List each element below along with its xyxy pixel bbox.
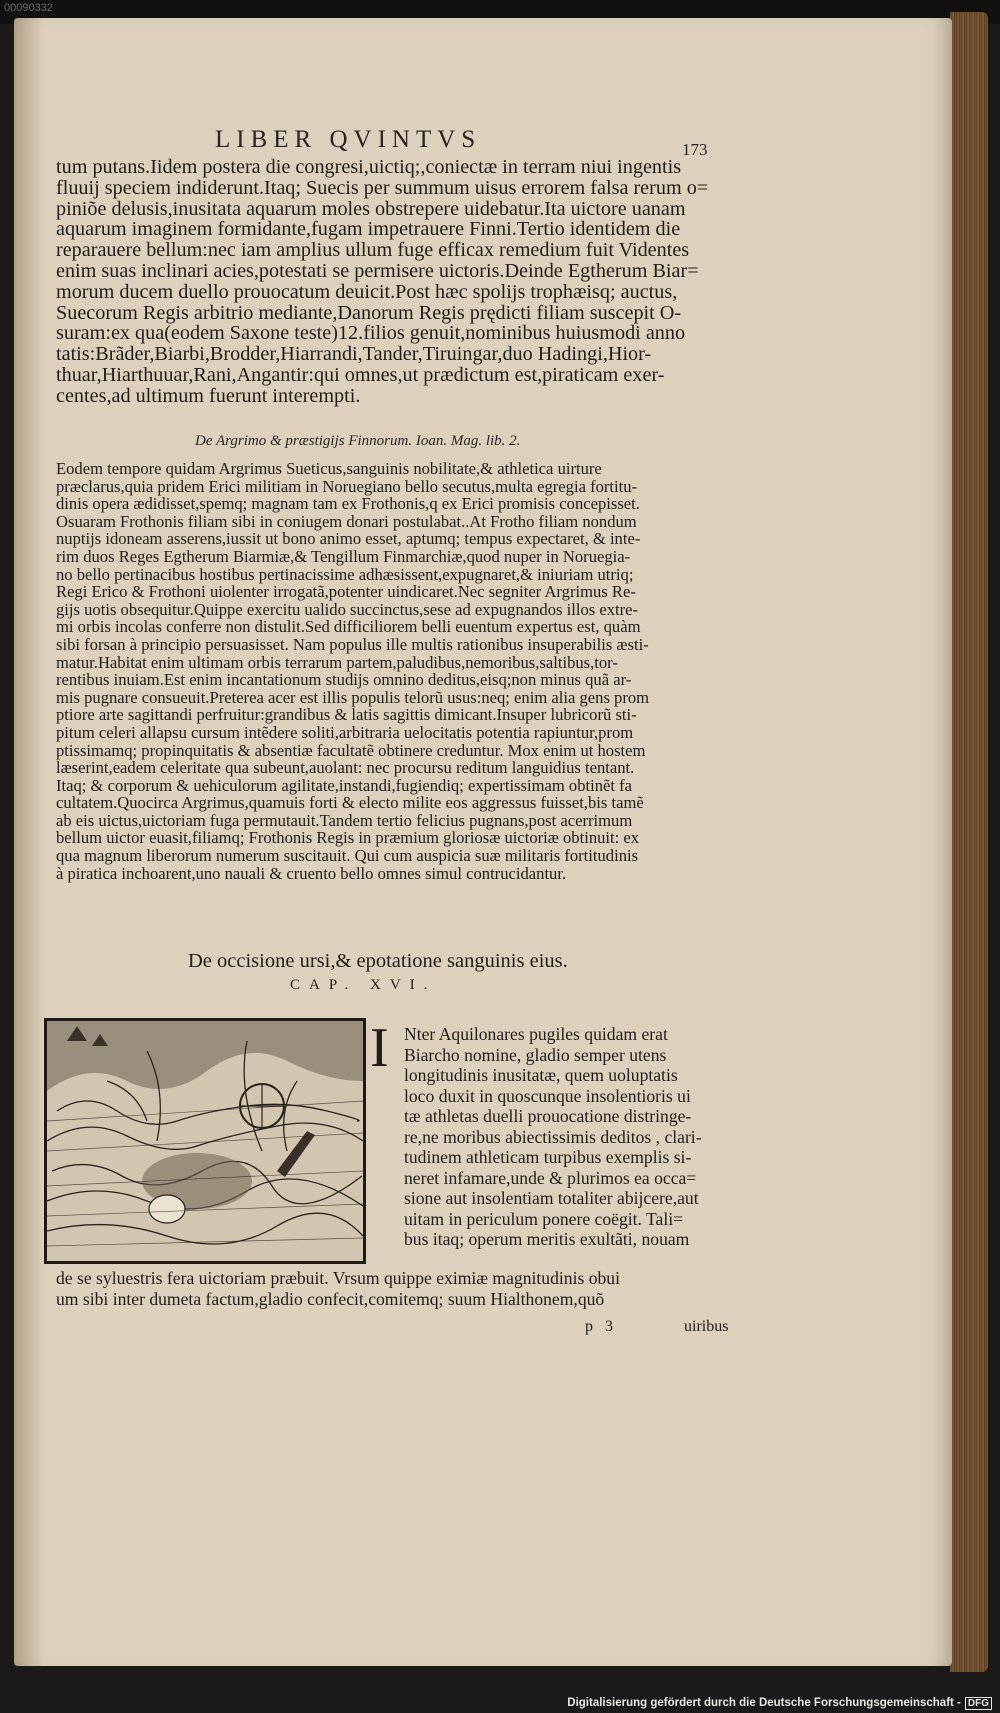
text-line: centes,ad ultimum fuerunt interempti. <box>56 384 361 407</box>
text-line: neret infamare,unde & plurimos ea occa= <box>404 1167 697 1188</box>
signature-mark: p 3 <box>585 1318 617 1335</box>
text-line: rim duos Reges Egtherum Biarmiæ,& Tengillum Finmarchiæ,quod nuper in Noruegia- <box>56 546 631 566</box>
text-line: bellum uictor euasit,filiamq; Frothonis Regis in præmium gloriosæ uictoriæ obtinuit: ex <box>56 828 640 848</box>
text-line: dinis opera ædidisset,spemq; magnam tam ex Frothonis,q ex Erici promisis concepisset. <box>56 494 640 514</box>
text-line: longitudinis inusitatæ, quem uoluptatis <box>404 1065 678 1085</box>
text-line: aquarum imaginem formidante,fugam impetrauere Finni.Tertio identidem die <box>56 218 681 241</box>
text-line: bus itaq; operum meritis exultãti, nouam <box>404 1229 690 1249</box>
chapter-number: CAP. XVI. <box>290 977 437 993</box>
text-line: tudinem athleticam turpibus exemplis si- <box>404 1147 692 1167</box>
text-line: præclarus,quia pridem Erici militiam in Noruegiano bello secutus,multa egregia fortitu- <box>56 476 638 496</box>
text-line: Osuaram Frothonis filiam sibi in coniugem donari postulabat..At Frotho filiam nondum <box>56 511 637 531</box>
text-line: læserint,eadem celeritate qua subeunt,auolant: nec procursu reditum languidius tentant. <box>56 758 635 778</box>
text-line: re,ne moribus abiectissimis deditos , clari- <box>404 1126 702 1147</box>
text-line: à piratica inchoarent,uno nauali & cruento bello omnes simul contrucidantur. <box>56 863 567 883</box>
text-line: de se syluestris fera uictoriam præbuit. Vrsum quippe eximiæ magnitudinis obui <box>56 1268 620 1288</box>
section-heading: De Argrimo & præstigijs Finnorum. Ioan. Mag. lib. 2. <box>195 433 521 449</box>
dfg-logo: DFG <box>965 1697 992 1710</box>
text-line: Eodem tempore quidam Argrimus Sueticus,sanguinis nobilitate,& athletica uirture <box>56 459 602 478</box>
text-line: uitam in periculum ponere coëgit. Tali= <box>404 1208 684 1229</box>
text-line: loco duxit in quoscunque insolentioris ui <box>404 1085 691 1106</box>
woodcut-bear-hunt-image <box>47 1021 363 1261</box>
text-line: thuar,Hiarthuuar,Rani,Angantir:qui omnes,ut prædictum est,piraticam exer- <box>56 363 665 386</box>
text-line: Suecorum Regis arbitrio mediante,Danorum Regis prędicti filiam suscepit O- <box>56 301 682 324</box>
page-gutter-shadow <box>14 18 44 1666</box>
text-line: nuptijs idoneam asserens,iussit ut bono animo esset, aptumq; tempus expectaret, & inte- <box>56 529 641 549</box>
text-line: Biarcho nomine, gladio semper utens <box>404 1044 667 1065</box>
text-line: Itaq; & corporum & uehiculorum agilitate,instandi,fugiendiq; expertissimam obtinẽt fa <box>56 775 633 795</box>
text-line: matur.Habitat enim ultimam orbis terrarum partem,paludibus,nemoribus,saltibus,tor- <box>56 652 618 672</box>
text-line: morum ducem duello prouocatum deuicit.Post hæc spolijs trophæisq; auctus, <box>56 280 678 303</box>
paragraph-1 <box>56 157 756 407</box>
text-line: sibi forsan à principio persuasisset. Nam populus ille multis rationibus insuperabilis æsti- <box>56 634 649 654</box>
scan-id: 00090332 <box>4 2 53 14</box>
text-line: enim suas inclinari acies,potestati se permisere uictoris.Deinde Egtherum Biar= <box>56 259 699 282</box>
text-line: reparauere bellum:nec iam amplius ullum fuge efficax remedium fuit Videntes <box>56 239 690 262</box>
running-title: LIBER QVINTVS <box>215 126 482 153</box>
text-line: suram:ex qua(eodem Saxone teste)12.filios genuit,nominibus huiusmodi anno <box>56 322 686 345</box>
text-line: tæ athletas duelli prouocatione distringe- <box>404 1106 692 1126</box>
text-line: no bello pertinacibus hostibus pertinacissime adhæsissent,expugnaret,& iniuriam utriq; <box>56 564 634 584</box>
text-line: mi orbis incolas conferre non distulit.Sed difficiliorem belli euentum expertus est, quàm <box>56 617 641 637</box>
text-line: mis pugnare consueuit.Preterea acer est illis populis telorũ usus:neq; enim alia gens prom <box>56 687 650 707</box>
footer-credit-text: Digitalisierung gefördert durch die Deutsche Forschungsgemeinschaft - <box>567 1697 961 1709</box>
text-line: gijs uotis obsequitur.Quippe exercitu ualido succinctus,sese ad expugnandos illos extre- <box>56 599 639 619</box>
text-line: um sibi inter dumeta factum,gladio confecit,comitemq; suum Hialthonem,quõ <box>56 1288 605 1309</box>
paragraph-3 <box>404 1024 749 1250</box>
folio-number: 173 <box>682 140 708 159</box>
text-line: Nter Aquilonares pugiles quidam erat <box>404 1024 668 1044</box>
drop-cap: I <box>370 1017 389 1079</box>
text-line: rentibus inuiam.Est enim incantationum studijs omnino deditus,eisq;non minus quã ar- <box>56 670 632 690</box>
catchword: uiribus <box>684 1318 729 1335</box>
text-line: fluuij speciem indiderunt.Itaq; Suecis per summum uisus errorem falsa rerum o= <box>56 176 709 199</box>
text-line: piniõe delusis,inusitata aquarum moles obstrepere uidebatur.Ita uictore uanam <box>56 197 686 220</box>
paragraph-4 <box>56 1268 756 1309</box>
text-line: pitum celeri allapsu cursum intẽdere soliti,arbitraria uelocitatis potentia rapiuntur,prom <box>56 722 634 742</box>
paragraph-2 <box>56 460 761 882</box>
text-line: ptiore arte sagittandi perfruitur:grandibus & latis sagittis dimicant.Insuper lubricorũ sti- <box>56 705 637 725</box>
chapter-title: De occisione ursi,& epotatione sanguinis eius. <box>188 950 568 972</box>
woodcut-illustration <box>44 1018 366 1264</box>
text-line: sione aut insolentiam totaliter abijcere,aut <box>404 1188 699 1208</box>
text-line: tum putans.Iidem postera die congresi,uictiq;,coniectæ in terram niui ingentis <box>56 156 682 178</box>
text-line: ptissimamq; propinquitatis & absentiæ facultatẽ obtinere creduntur. Mox enim ut hostem <box>56 740 646 760</box>
text-line: tatis:Brãder,Biarbi,Brodder,Hiarrandi,Tander,Tiruingar,duo Hadingi,Hior- <box>56 343 652 366</box>
text-line: Regi Erico & Frothoni uiolenter irrogatã,potenter uindicaret.Nec segniter Argrimus Re- <box>56 582 636 602</box>
footer-credit <box>567 1697 992 1709</box>
text-line: qua magnum liberorum numerum suscitauit. Qui cum auspicia suæ militaris fortitudinis <box>56 846 639 866</box>
book-fore-edge <box>950 12 988 1672</box>
text-line: ab eis uictus,uictoriam fuga permutauit.Tandem tertio felicius pugnans,post acerrimum <box>56 810 633 830</box>
text-line: cultatem.Quocirca Argrimus,quamuis forti & electo milite eos aggressus fuisset,bis tamẽ <box>56 793 644 813</box>
